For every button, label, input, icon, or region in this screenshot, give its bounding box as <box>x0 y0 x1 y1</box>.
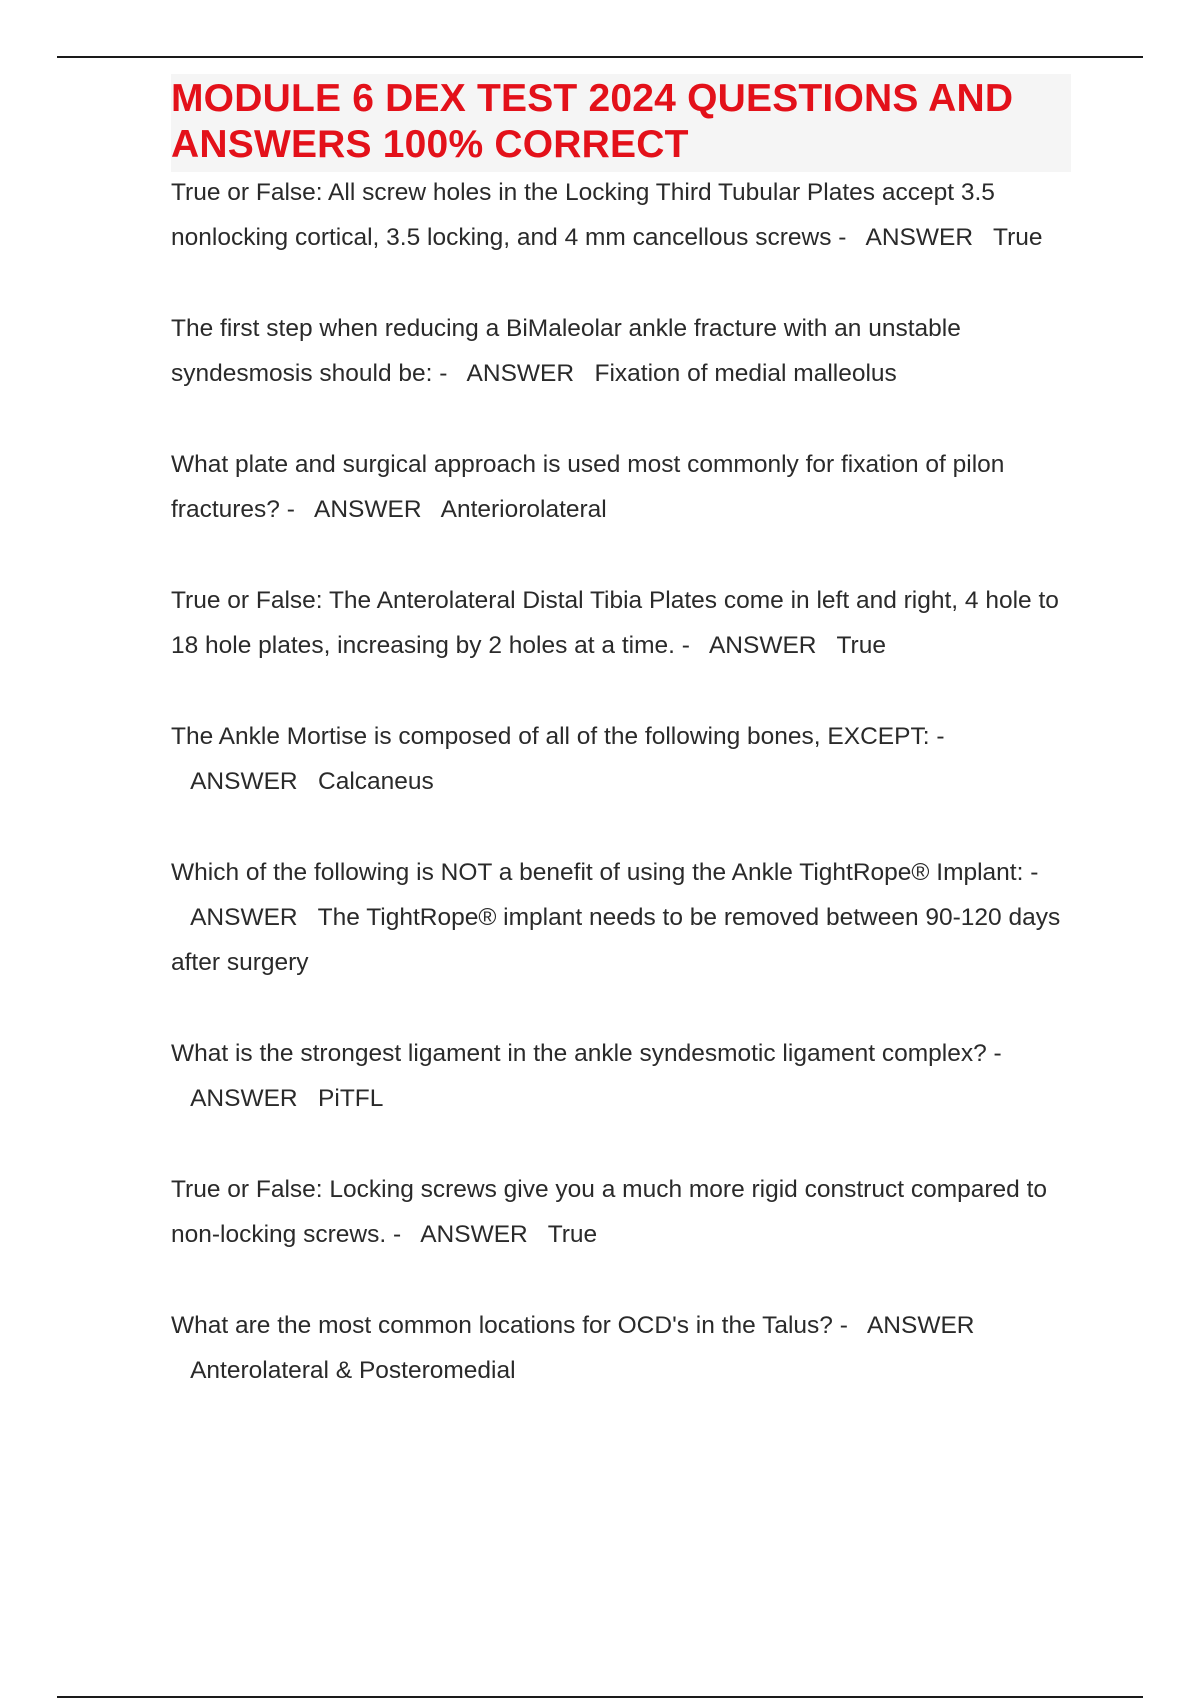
answer-text: PiTFL <box>318 1085 384 1112</box>
question-text: What are the most common locations for OCD's in the Talus? - <box>171 1312 848 1339</box>
question-text: What is the strongest ligament in the ankle syndesmotic ligament complex? - <box>171 1040 1002 1067</box>
question-text: True or False: The Anterolateral Distal Tibia Plates come in left and right, 4 hole to 18 hole plates, increasing by 2 holes at a time. - <box>171 587 1059 659</box>
answer-label: ANSWER <box>190 768 298 795</box>
qa-item <box>171 578 1071 668</box>
qa-item <box>171 714 1071 804</box>
question-text: What plate and surgical approach is used most commonly for fixation of pilon fractures? - <box>171 451 1005 523</box>
document-title: MODULE 6 DEX TEST 2024 QUESTIONS AND ANSWERS 100% CORRECT <box>171 77 1014 166</box>
answer-text: True <box>836 632 886 659</box>
answer-text: Anteriorolateral <box>440 496 607 523</box>
question-text: Which of the following is NOT a benefit of using the Ankle TightRope® Implant: - <box>171 859 1039 886</box>
answer-label: ANSWER <box>708 632 817 659</box>
question-text: True or False: All screw holes in the Locking Third Tubular Plates accept 3.5 nonlocking cortical, 3.5 locking, and 4 mm cancellous screws - <box>171 179 995 251</box>
bottom-rule <box>57 1696 1143 1698</box>
answer-text: Calcaneus <box>318 768 434 795</box>
qa-item <box>171 850 1071 985</box>
answer-label: ANSWER <box>313 496 422 523</box>
question-text: The Ankle Mortise is composed of all of the following bones, EXCEPT: - <box>171 723 945 750</box>
qa-item <box>171 1303 1071 1393</box>
answer-text: Fixation of medial malleolus <box>594 360 897 387</box>
answer-label: ANSWER <box>420 1221 528 1248</box>
document-body <box>171 74 1071 1439</box>
answer-text: The TightRope® implant needs to be removed between 90-120 days after surgery <box>171 904 1061 976</box>
qa-item <box>171 306 1071 396</box>
title-block <box>171 74 1071 172</box>
answer-text: True <box>993 224 1043 251</box>
answer-label: ANSWER <box>190 1085 298 1112</box>
question-text: True or False: Locking screws give you a much more rigid construct compared to non-locking screws. - <box>171 1176 1048 1248</box>
top-rule <box>57 56 1143 58</box>
qa-list <box>171 170 1071 1393</box>
qa-item <box>171 170 1071 260</box>
answer-label: ANSWER <box>866 1312 975 1339</box>
qa-item <box>171 1167 1071 1257</box>
answer-label: ANSWER <box>466 360 575 387</box>
answer-text: True <box>547 1221 598 1248</box>
answer-text: Anterolateral & Posteromedial <box>190 1357 516 1384</box>
qa-item <box>171 442 1071 532</box>
answer-label: ANSWER <box>865 224 974 251</box>
question-text: The first step when reducing a BiMaleolar ankle fracture with an unstable syndesmosis should be: - <box>171 315 961 387</box>
qa-item <box>171 1031 1071 1121</box>
answer-label: ANSWER <box>190 904 298 931</box>
